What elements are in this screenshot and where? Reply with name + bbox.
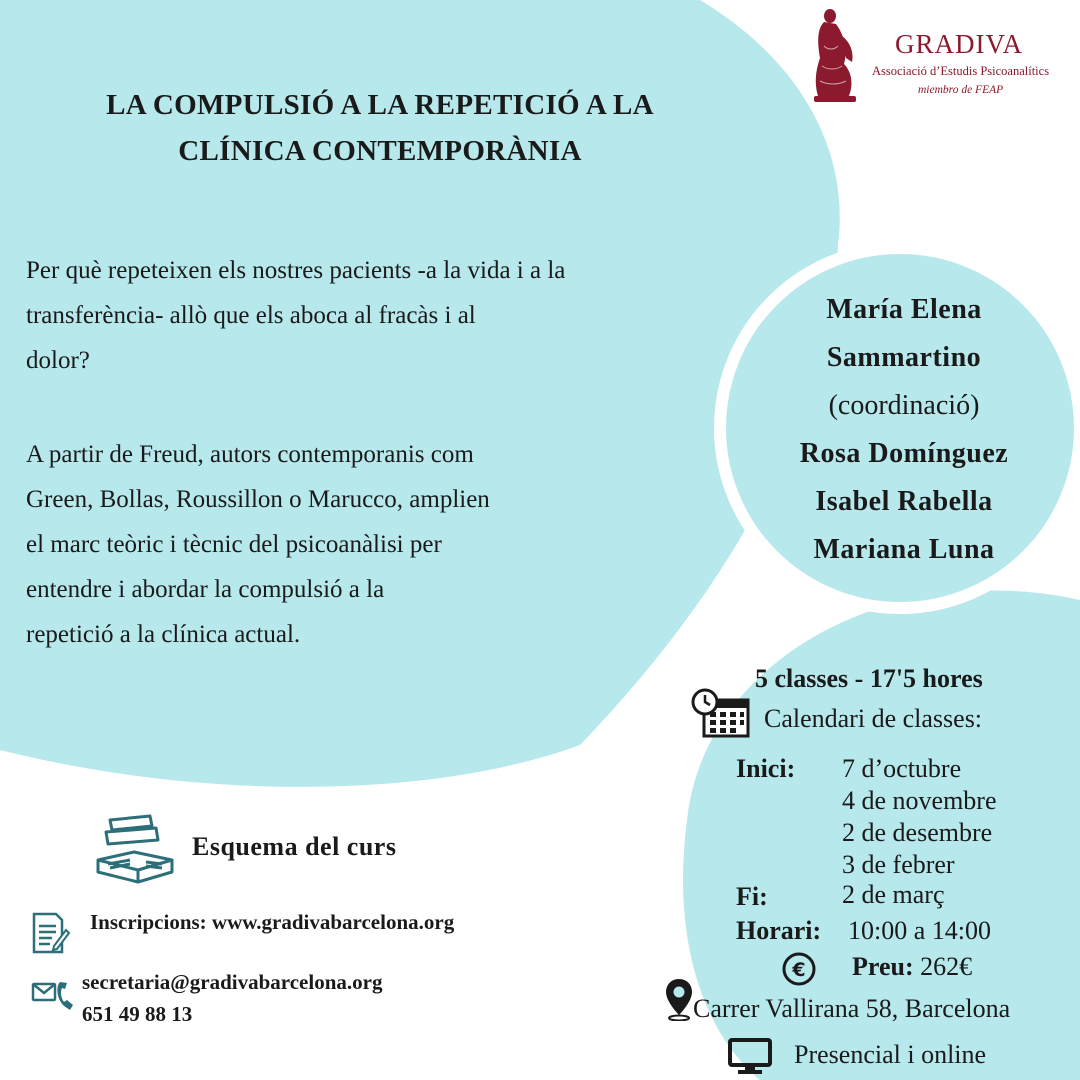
price [852, 952, 972, 982]
coordinator-role: (coordinació) [828, 390, 980, 421]
title-line-1: LA COMPULSIÓ A LA REPETICIÓ A LA [106, 89, 654, 121]
books-icon [94, 810, 176, 888]
date-2: 4 de novembre [842, 786, 997, 815]
calendar-label: Calendari de classes: [764, 704, 983, 733]
title-line-2: CLÍNICA CONTEMPORÀNIA [178, 135, 582, 167]
euro-icon [781, 951, 817, 987]
hours-label: Horari: [736, 916, 822, 945]
intro-line-1: Per què repeteixen els nostres pacients -a la vida i a la [26, 257, 566, 284]
logo-member: miembro de FEAP [918, 84, 1004, 96]
end-label: Fi: [736, 882, 768, 911]
description-paragraph [26, 432, 490, 657]
hours-value: 10:00 a 14:00 [848, 916, 991, 945]
location-pin-icon [664, 977, 694, 1021]
contact-email: secretaria@gradivabarcelona.org [82, 970, 383, 994]
logo-subtitle: Associació d’Estudis Psicoanalítics [872, 64, 1050, 78]
teacher-2: Isabel Rabella [815, 486, 993, 517]
description-line-2: Green, Bollas, Roussillon o Marucco, amplien [26, 486, 490, 513]
intro-line-2: transferència- allò que els aboca al fracàs i al [26, 302, 476, 329]
attendance-mode: Presencial i online [794, 1040, 987, 1069]
contact-phone-icon [30, 976, 76, 1014]
contact-phone: 651 49 88 13 [82, 1002, 193, 1026]
course-outline: Esquema del curs [192, 832, 397, 861]
address: Carrer Vallirana 58, Barcelona [693, 994, 1011, 1023]
description-line-5: repetició a la clínica actual. [26, 621, 301, 648]
gradiva-statue-icon [808, 6, 864, 106]
teacher-1: Rosa Domínguez [799, 438, 1009, 469]
start-label: Inici: [736, 754, 796, 783]
course-summary: 5 classes - 17'5 hores [755, 664, 983, 693]
coordinator-name-1: María Elena [826, 294, 982, 325]
description-line-4: entendre i abordar la compulsió a la [26, 576, 385, 603]
page-title [30, 82, 730, 174]
intro-paragraph [26, 248, 565, 383]
registration-info: Inscripcions: www.gradivabarcelona.org [90, 910, 455, 934]
logo-name: GRADIVA [895, 29, 1024, 59]
svg-text:€: € [792, 959, 806, 981]
price-value: 262€ [920, 952, 973, 981]
coordinator-name-2: Sammartino [826, 342, 982, 373]
price-label: Preu: [852, 952, 914, 981]
description-line-1: A partir de Freud, autors contemporanis com [26, 441, 474, 468]
calendar-clock-icon [690, 688, 752, 740]
date-1: 7 d’octubre [842, 754, 962, 783]
date-4: 3 de febrer [842, 850, 955, 879]
monitor-icon [727, 1037, 773, 1075]
date-5: 2 de març [842, 880, 945, 909]
form-icon [30, 910, 70, 956]
description-line-3: el marc teòric i tècnic del psicoanàlisi per [26, 531, 442, 558]
date-3: 2 de desembre [842, 818, 993, 847]
intro-line-3: dolor? [26, 347, 90, 374]
teacher-3: Mariana Luna [813, 534, 995, 565]
speakers-list [748, 286, 1060, 574]
